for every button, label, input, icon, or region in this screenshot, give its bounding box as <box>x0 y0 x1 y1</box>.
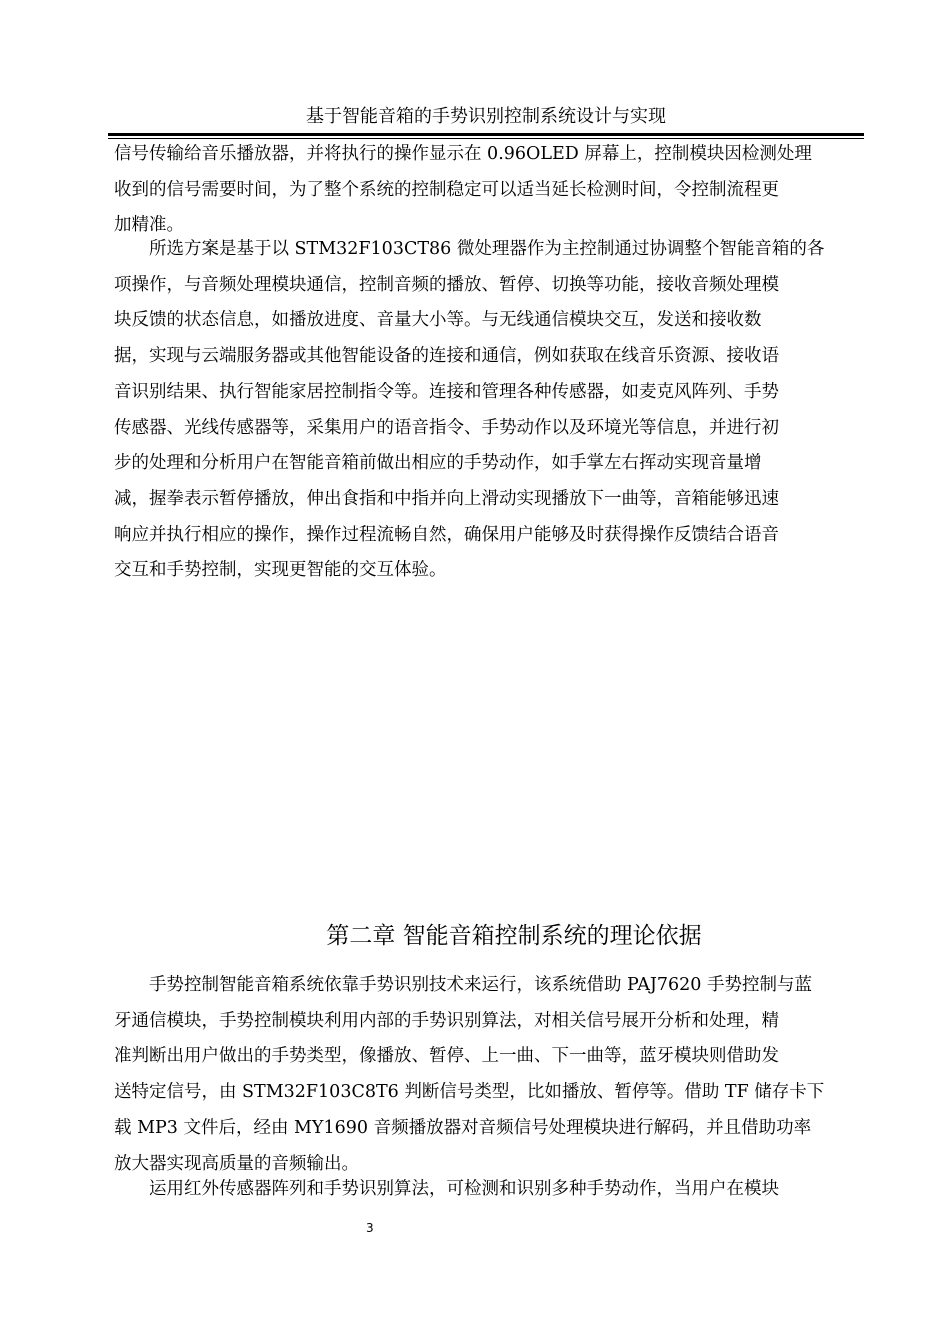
paragraph-line: 步的处理和分析用户在智能音箱前做出相应的手势动作，如手掌左右挥动实现音量增 <box>114 453 762 474</box>
paragraph-line: 音识别结果、执行智能家居控制指令等。连接和管理各种传感器，如麦克风阵列、手势 <box>114 381 779 402</box>
chapter-paragraph-1 <box>114 968 824 1182</box>
paragraph-line: 所选方案是基于以 STM32F103CT86 微处理器作为主控制通过协调整个智能音箱的各 <box>114 239 825 259</box>
paragraph-line: 载 MP3 文件后，经由 MY1690 音频播放器对音频信号处理模块进行解码，并且借助功率 <box>114 1117 812 1138</box>
paragraph-line: 交互和手势控制，实现更智能的交互体验。 <box>114 560 447 581</box>
paragraph-line: 手势控制智能音箱系统依靠手势识别技术来运行，该系统借助 PAJ7620 手势控制与蓝 <box>114 975 812 995</box>
paragraph-line: 收到的信号需要时间，为了整个系统的控制稳定可以适当延长检测时间，令控制流程更 <box>114 179 779 200</box>
paragraph-line: 传感器、光线传感器等，采集用户的语音指令、手势动作以及环境光等信息，并进行初 <box>114 417 779 438</box>
paragraph-line: 牙通信模块，手势控制模块利用内部的手势识别算法，对相关信号展开分析和处理，精 <box>114 1010 779 1031</box>
paragraph-line: 准判断出用户做出的手势类型，像播放、暂停、上一曲、下一曲等，蓝牙模块则借助发 <box>114 1046 779 1067</box>
paragraph-line: 运用红外传感器阵列和手势识别算法，可检测和识别多种手势动作，当用户在模块 <box>114 1179 779 1199</box>
paragraph-line: 送特定信号，由 STM32F103C8T6 判断信号类型，比如播放、暂停等。借助 TF 储存卡下 <box>114 1082 825 1103</box>
page-number: 3 <box>366 1221 374 1235</box>
paragraph-line: 块反馈的状态信息，如播放进度、音量大小等。与无线通信模块交互，发送和接收数 <box>114 310 762 331</box>
paragraph-line: 加精准。 <box>114 215 184 236</box>
body-paragraph-2 <box>114 232 824 589</box>
chapter-title: 第二章 智能音箱控制系统的理论依据 <box>326 923 702 949</box>
paragraph-line: 放大器实现高质量的音频输出。 <box>114 1153 359 1174</box>
paragraph-line: 据，实现与云端服务器或其他智能设备的连接和通信，例如获取在线音乐资源、接收语 <box>114 346 779 367</box>
paragraph-line: 信号传输给音乐播放器，并将执行的操作显示在 0.96OLED 屏幕上，控制模块因检测处理 <box>114 144 812 164</box>
header-rule-thick <box>108 133 864 136</box>
paragraph-line: 减，握拳表示暂停播放，伸出食指和中指并向上滑动实现播放下一曲等，音箱能够迅速 <box>114 488 779 509</box>
body-paragraph-1 <box>114 137 812 244</box>
chapter-paragraph-2 <box>114 1172 779 1208</box>
paragraph-line: 响应并执行相应的操作，操作过程流畅自然，确保用户能够及时获得操作反馈结合语音 <box>114 524 779 545</box>
paragraph-line: 项操作，与音频处理模块通信，控制音频的播放、暂停、切换等功能，接收音频处理模 <box>114 274 779 295</box>
running-header: 基于智能音箱的手势识别控制系统设计与实现 <box>306 106 666 127</box>
